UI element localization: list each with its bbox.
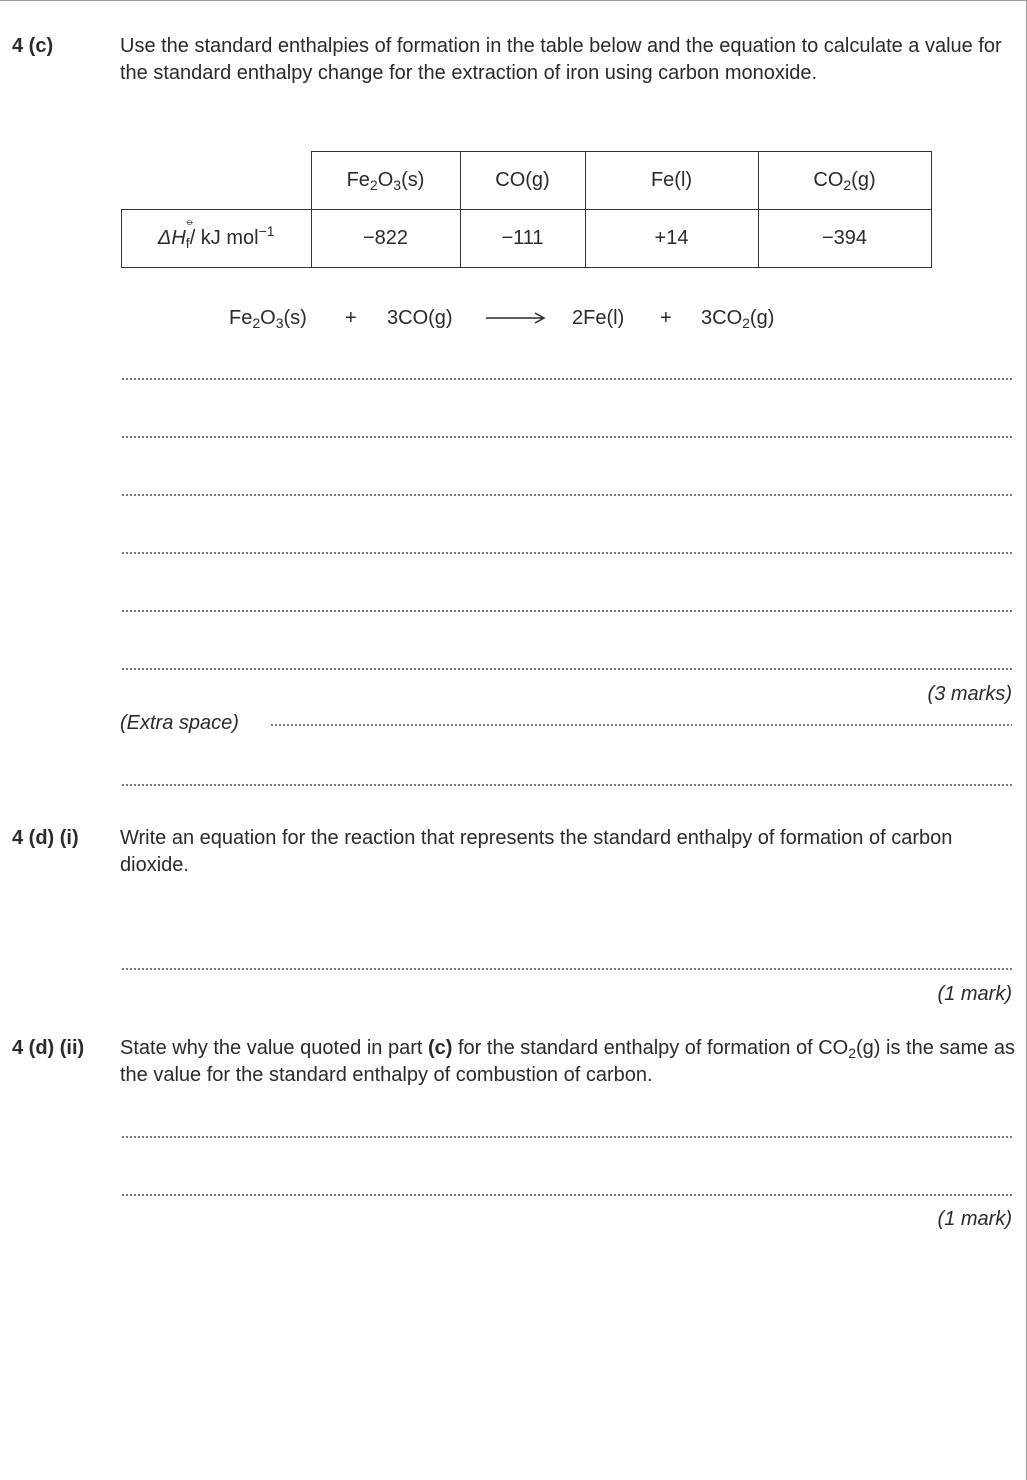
header-text: Fe: [346, 169, 370, 191]
eq-subscript: 3: [275, 315, 284, 331]
eq-text: (g): [749, 307, 775, 329]
table-header-fe: [585, 152, 758, 210]
answer-line[interactable]: [121, 664, 1012, 674]
question-text-4c: Use the standard enthalpies of formation in the table below and the equation to calculate a value for the standard enthalpy change for the extraction of iron using carbon monoxide.: [120, 35, 1002, 84]
eq-text: O: [260, 307, 276, 329]
equation-plus-2: +: [660, 307, 672, 329]
eq-subscript: 2: [252, 315, 261, 331]
equation-product-co2: [701, 305, 774, 332]
table-value-co: −111: [460, 210, 585, 268]
question-number-4c: 4 (c): [12, 35, 54, 57]
question-text-4dii: [120, 1035, 1015, 1089]
table-header-fe2o3: [311, 152, 460, 210]
table-header-row: [122, 152, 932, 210]
header-subscript: 2: [843, 177, 852, 193]
header-text: (s): [401, 169, 425, 191]
answer-line[interactable]: [121, 374, 1012, 384]
extra-space-line[interactable]: [121, 780, 1012, 790]
table-value-co2: −394: [758, 210, 931, 268]
question-number-4di: 4 (d) (i): [12, 827, 79, 849]
answer-line[interactable]: [121, 1190, 1012, 1200]
sub-f: f: [185, 235, 190, 251]
marks-4c: (3 marks): [927, 683, 1012, 705]
table-header-co2: [758, 152, 931, 210]
unit-text: / kJ mol: [189, 227, 259, 249]
answer-line[interactable]: [121, 548, 1012, 558]
equation-reactant-fe2o3: [229, 305, 307, 332]
text-run: State why the value quoted in part: [120, 1037, 428, 1059]
table-value-fe2o3: −822: [311, 210, 460, 268]
header-text: CO: [813, 169, 844, 191]
eq-text: Fe: [229, 307, 253, 329]
answer-line[interactable]: [121, 1132, 1012, 1142]
plimsoll-icon: ⦵: [184, 214, 195, 228]
table-corner-cell: [122, 152, 312, 210]
eq-text: (s): [283, 307, 307, 329]
question-text-4di: Write an equation for the reaction that represents the standard enthalpy of formation of carbon dioxide.: [120, 827, 953, 876]
table-row-label: [122, 210, 312, 268]
table-header-co: [460, 152, 585, 210]
marks-4dii: (1 mark): [937, 1208, 1012, 1230]
table-value-row: [122, 210, 932, 268]
enthalpy-table: [121, 151, 932, 268]
part-reference: (c): [427, 1037, 453, 1059]
header-subscript: 2: [369, 177, 378, 193]
unit-exponent: −1: [258, 223, 275, 239]
text-run: (g) is the same as the value for the standard enthalpy of combustion of carbon.: [120, 1037, 1015, 1086]
header-text: (g): [851, 169, 876, 191]
text-subscript: 2: [848, 1045, 857, 1061]
header-text: CO(g): [495, 169, 550, 191]
answer-line[interactable]: [121, 432, 1012, 442]
equation-product-fe: 2Fe(l): [572, 307, 625, 329]
marks-4di: (1 mark): [937, 983, 1012, 1005]
header-text: Fe(l): [650, 169, 693, 191]
standard-state-sub: [184, 214, 195, 251]
equation-reactant-co: 3CO(g): [387, 307, 453, 329]
eq-text: 3CO: [701, 307, 743, 329]
question-number-4dii: 4 (d) (ii): [12, 1037, 85, 1059]
answer-line[interactable]: [121, 964, 1012, 974]
extra-space-label: (Extra space): [120, 712, 239, 734]
answer-line[interactable]: [121, 606, 1012, 616]
equation-plus-1: +: [345, 307, 357, 329]
text-run: for the standard enthalpy of formation of CO: [452, 1037, 849, 1059]
eq-subscript: 2: [742, 315, 750, 331]
header-text: O: [377, 169, 394, 191]
table-value-fe: +14: [585, 210, 758, 268]
delta-h-symbol: ΔH: [157, 227, 186, 249]
answer-line[interactable]: [121, 490, 1012, 500]
reaction-arrow-icon: [486, 308, 546, 328]
extra-space-line[interactable]: [270, 720, 1012, 730]
page-border-top: [0, 0, 1027, 1]
header-subscript: 3: [393, 177, 402, 193]
